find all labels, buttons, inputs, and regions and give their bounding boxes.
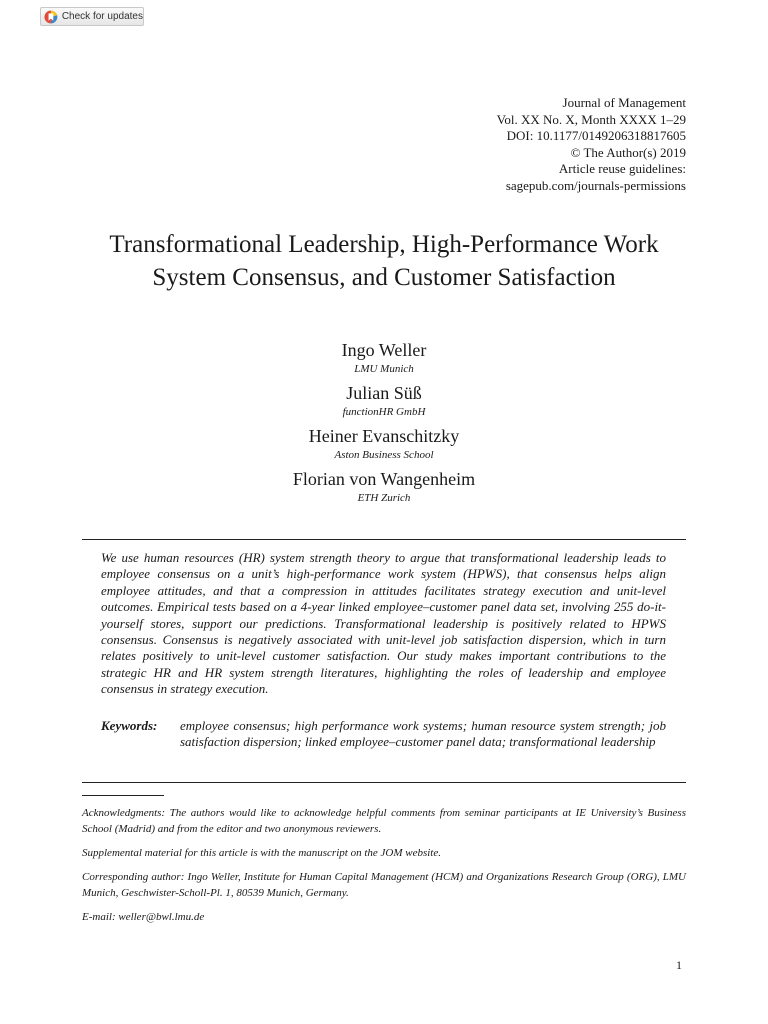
acknowledgments-note: Acknowledgments: The authors would like to acknowledge helpful comments from seminar participants at IE University’s Business School (Madrid) and from the editor and two anonymous reviewers. [82, 807, 686, 835]
page-number: 1 [676, 958, 682, 972]
reuse-guidelines: Article reuse guidelines: [558, 161, 686, 176]
journal-doi: DOI: 10.1177/0149206318817605 [506, 128, 686, 143]
check-for-updates-label: Check for updates [61, 11, 143, 22]
author-name: Julian Süß [346, 383, 422, 403]
keywords-section [101, 718, 666, 751]
abstract-top-rule [82, 539, 686, 540]
article-title: Transformational Leadership, High-Performance Work System Consensus, and Customer Satisfaction [109, 231, 659, 291]
crossmark-icon [44, 10, 58, 24]
keywords-label: Keywords: [101, 718, 158, 733]
footnote-rule [82, 795, 164, 796]
author-affiliation: Aston Business School [334, 449, 434, 461]
check-for-updates-button[interactable] [40, 7, 144, 26]
supplemental-note: Supplemental material for this article is with the manuscript on the JOM website. [82, 847, 441, 859]
email-note[interactable]: E-mail: weller@bwl.lmu.de [82, 911, 205, 923]
journal-volume: Vol. XX No. X, Month XXXX 1–29 [496, 111, 686, 127]
author-name: Ingo Weller [341, 340, 427, 360]
author-block [82, 425, 686, 468]
journal-name: Journal of Management [562, 95, 686, 110]
author-block [82, 339, 686, 382]
author-block [82, 468, 686, 511]
abstract-bottom-rule [82, 782, 686, 783]
author-block [82, 382, 686, 425]
journal-metadata [326, 95, 686, 194]
footnotes [82, 805, 686, 933]
author-name: Heiner Evanschitzky [308, 426, 460, 446]
author-affiliation: functionHR GmbH [342, 406, 426, 418]
keywords-text: employee consensus; high performance work systems; human resource system strength; job satisfaction dispersion; linked employee–customer panel data; transformational leadership [180, 718, 666, 750]
author-affiliation: ETH Zurich [357, 492, 411, 504]
corresponding-author-note: Corresponding author: Ingo Weller, Institute for Human Capital Management (HCM) and Organizations Research Group (ORG), LMU Munich, Geschwister-Scholl-Pl. 1, 80539 Munich, Germany. [82, 871, 686, 899]
author-name: Florian von Wangenheim [292, 469, 476, 489]
abstract-text: We use human resources (HR) system strength theory to argue that transformational leadership leads to employee consensus on a unit’s high-performance work system (HPWS), that consensus helps align employee attitudes, and that a compression in attitudes facilitates strategy execution and unit-level outcomes. Empirical tests based on a 4-year linked employee–customer panel data set, involving 255 do-it-yourself stores, support our predictions. Transformational leadership is positively related to HPWS consensus. Consensus is negatively associated with unit-level job satisfaction dispersion, which in turn relates positively to unit-level customer satisfaction. Our study makes important contributions to the strategic HR and HR system strength literatures, highlighting the roles of leadership and employee consensus in strategy execution. [101, 550, 666, 697]
permissions-link[interactable]: sagepub.com/journals-permissions [505, 177, 686, 193]
author-list [82, 339, 686, 511]
copyright-line: © The Author(s) 2019 [570, 144, 686, 160]
author-affiliation: LMU Munich [354, 363, 414, 375]
